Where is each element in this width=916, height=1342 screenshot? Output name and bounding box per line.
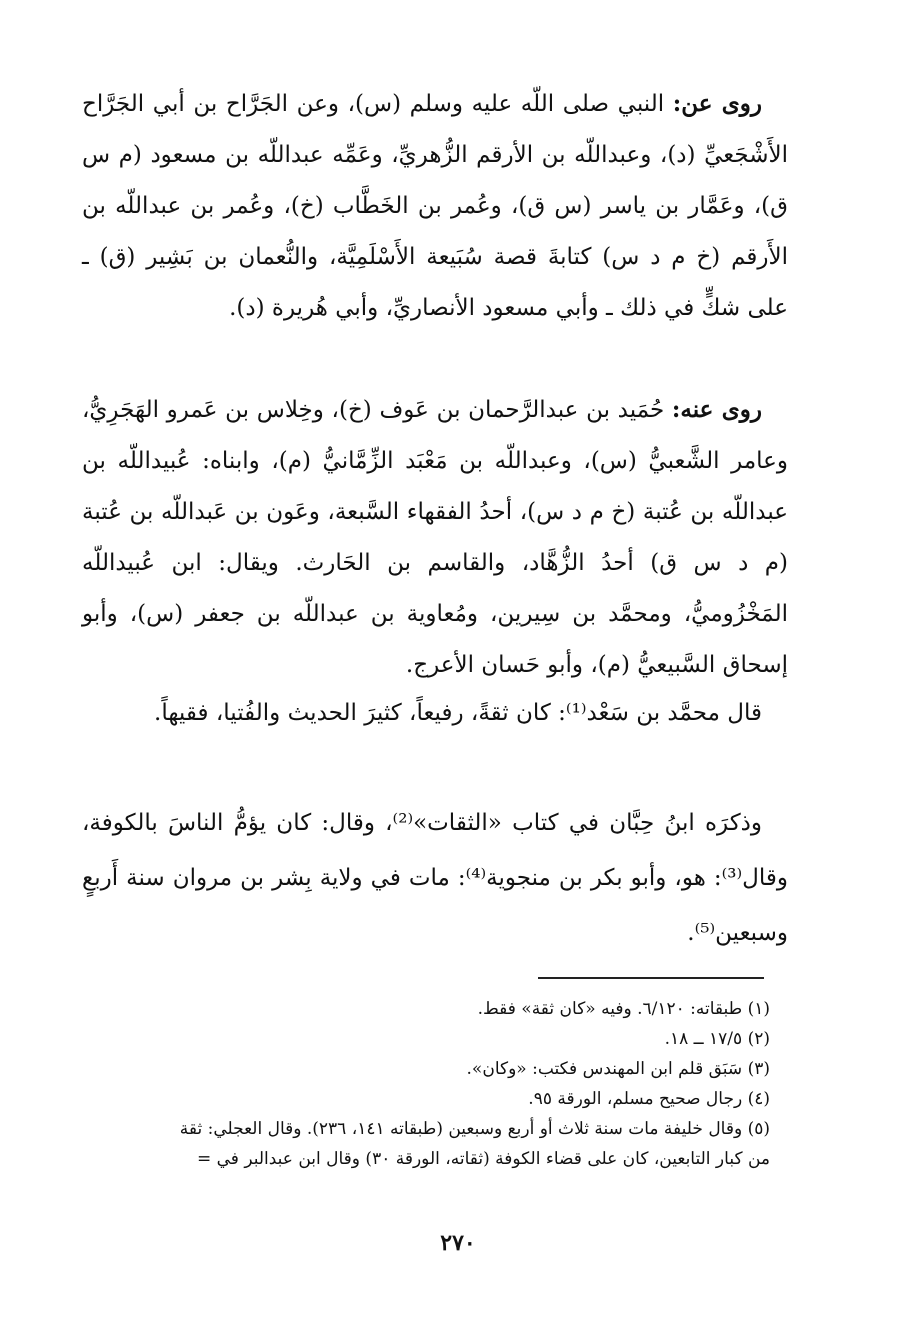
ibn-hibban-paragraph (82, 796, 788, 961)
footnote-4: (٤) رجال صحيح مسلم، الورقة ٩٥. (528, 1089, 770, 1109)
narrated-by-text: حُمَيد بن عبدالرَّحمان بن عَوف (خ)، وخِلاس بن عَمرو الهَجَرِيُّ، وعامر الشَّعبيُّ (س)، وعبداللّه بن مَعْبَد الزِّمَّانيُّ (م)، وابناه: عُبيداللّه بن عبداللّه بن عُتبة (خ م د س)، أحدُ الفقهاء السَّبعة، وعَون بن عَبداللّه بن عُتبة (م د س ق) أحدُ الزُّهَّاد، والقاسم بن الحَارث. ويقال: ابن عُبيداللّه المَخْزُوميُّ، ومحمَّد بن سِيرين، ومُعاوية بن عبداللّه بن جعفر (س)، وأبو إسحاق السَّبيعيُّ (م)، وأبو حَسان الأعرج. (82, 397, 788, 678)
footnote-5-continuation: من كبار التابعين، كان على قضاء الكوفة (ثقاته، الورقة ٣٠) وقال ابن عبدالبر في = (196, 1149, 770, 1169)
narrated-by-paragraph (82, 384, 788, 691)
footnote-separator (538, 977, 764, 979)
footnotes (82, 994, 770, 1174)
footnote-1: (١) طبقاته: ٦/١٢٠. وفيه «كان ثقة» فقط. (477, 999, 770, 1019)
footnote-2: (٢) ١٧/٥ ــ ١٨. (664, 1029, 770, 1049)
footnote-5: (٥) وقال خليفة مات سنة ثلاث أو أربع وسبعين (طبقاته ١٤١، ٢٣٦). وقال العجلي: ثقة (179, 1119, 770, 1139)
narrated-by-label: روى عنه: (671, 396, 762, 423)
footnote-3: (٣) سَبَق قلم ابن المهندس فكتب: «وكان». (466, 1059, 770, 1079)
narrated-from-paragraph (82, 78, 788, 334)
narrated-from-label: روى عن: (672, 90, 762, 117)
ibn-sad-paragraph (82, 688, 788, 739)
ibn-sad-text: قال محمَّد بن سَعْد⁽¹⁾: كان ثقةً، رفيعاً، كثيرَ الحديث والفُتيا، فقيهاً. (154, 700, 762, 726)
page-number: ٢٧٠ (440, 1230, 476, 1256)
ibn-hibban-text: وذكرَه ابنُ حِبَّان في كتاب «الثقات»⁽²⁾، وقال: كان يؤمُّ الناسَ بالكوفة، وقال⁽³⁾: هو، وأبو بكر بن منجوية⁽⁴⁾: مات في ولاية بِشر بن مروان سنة أَربعٍ وسبعين⁽⁵⁾. (82, 810, 788, 946)
narrated-from-text: النبي صلى اللّه عليه وسلم (س)، وعن الجَرَّاح بن أبي الجَرَّاح الأَشْجَعيِّ (د)، وعبداللّه بن الأرقم الزُّهريِّ، وعَمِّه عبداللّه بن مسعود (م س ق)، وعَمَّار بن ياسر (س ق)، وعُمر بن الخَطَّاب (خ)، وعُمر بن عبداللّه بن الأَرقم (خ م د س) كتابةَ قصة سُبَيعة الأَسْلَمِيَّة، والنُّعمان بن بَشِير (ق) ـ على شكٍّ في ذلك ـ وأبي مسعود الأنصاريِّ، وأبي هُريرة (د). (82, 91, 788, 321)
